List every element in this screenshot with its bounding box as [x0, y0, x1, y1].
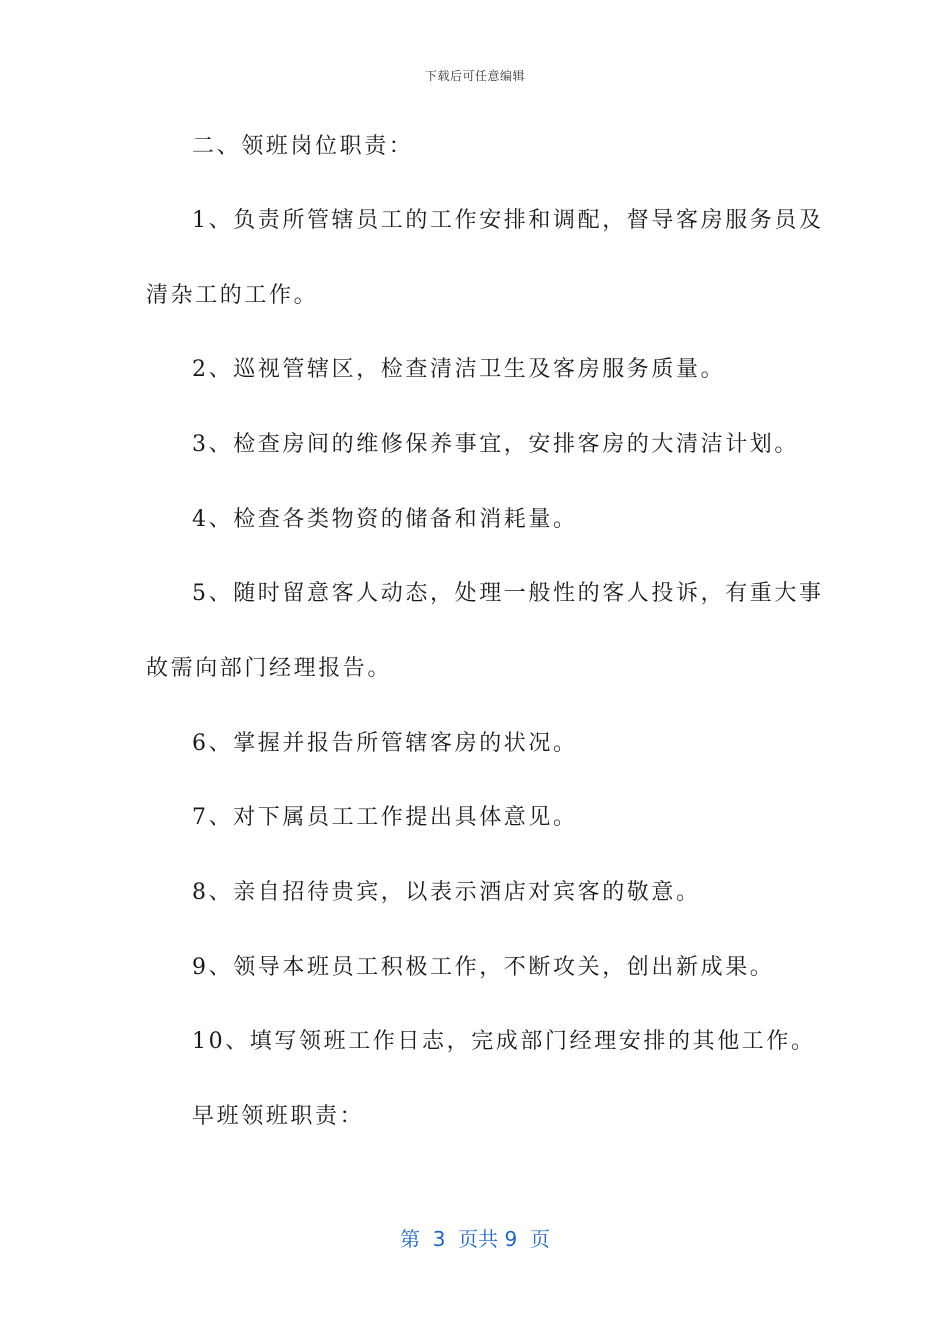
duty-item-1-line-1: 1、负责所管辖员工的工作安排和调配，督导客房服务员及	[192, 208, 824, 233]
page-number-footer: 第 3 页共 9 页	[400, 1227, 550, 1251]
duty-item-7: 7、对下属员工工作提出具体意见。	[192, 805, 578, 830]
duty-item-10: 10、填写领班工作日志，完成部门经理安排的其他工作。	[192, 1029, 816, 1054]
header-note: 下载后可任意编辑	[424, 69, 525, 83]
duty-item-8: 8、亲自招待贵宾，以表示酒店对宾客的敬意。	[192, 880, 701, 905]
duty-item-1-line-2: 清杂工的工作。	[146, 283, 319, 308]
duty-item-3: 3、检查房间的维修保养事宜，安排客房的大清洁计划。	[192, 432, 799, 457]
duty-item-2: 2、巡视管辖区，检查清洁卫生及客房服务质量。	[192, 357, 726, 382]
duty-item-6: 6、掌握并报告所管辖客房的状况。	[192, 731, 578, 756]
subsection-title: 早班领班职责：	[192, 1104, 365, 1129]
duty-item-5-line-2: 故需向部门经理报告。	[146, 656, 393, 681]
duty-item-9: 9、领导本班员工积极工作，不断攻关，创出新成果。	[192, 955, 775, 980]
duty-item-5-line-1: 5、随时留意客人动态，处理一般性的客人投诉，有重大事	[192, 581, 824, 606]
section-title: 二、领班岗位职责：	[192, 134, 414, 159]
duty-item-4: 4、检查各类物资的储备和消耗量。	[192, 507, 578, 532]
